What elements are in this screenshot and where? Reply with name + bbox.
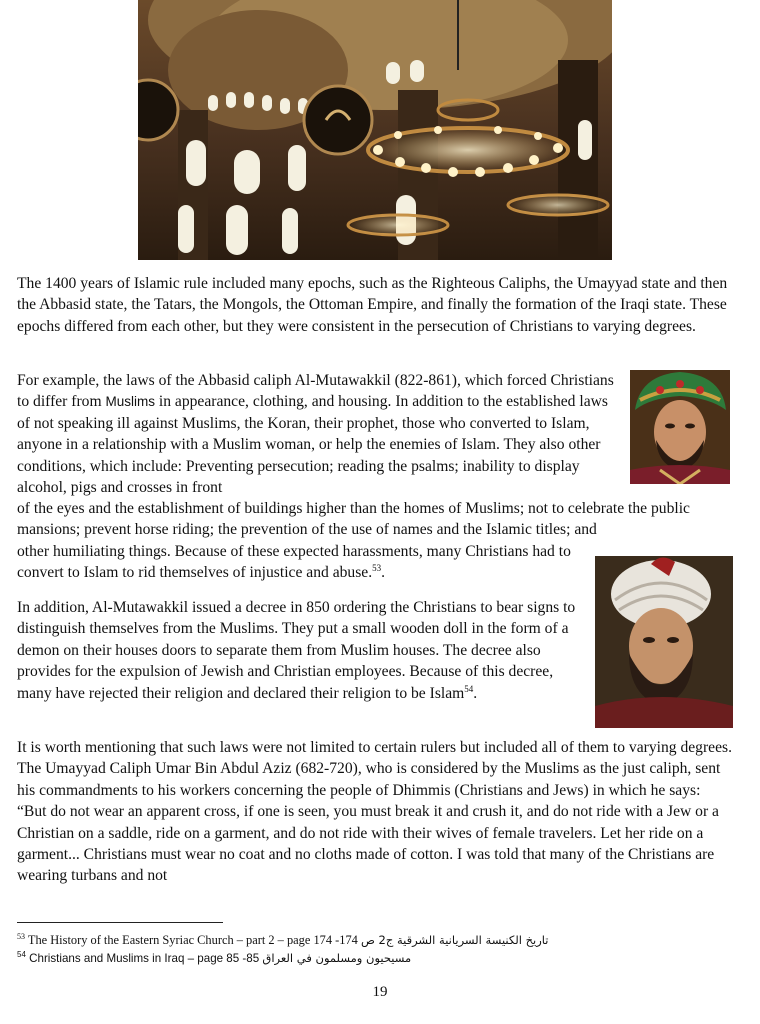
paragraph-abbasid-laws-text-1: For example, the laws of the Abbasid caliph Al-Mutawakkil (822-861), which forced Christians to differ from: [17, 372, 614, 411]
footnote-53: [17, 932, 548, 948]
footnote-53-text: The History of the Eastern Syriac Church – part 2 – page 174 -174: [25, 933, 361, 947]
paragraph-abbasid-laws-muslims-word: Muslims: [105, 394, 155, 410]
footnote-divider: [17, 922, 223, 923]
paragraph-umayyad-caliph: It is worth mentioning that such laws were not limited to certain rulers but included all of them to varying degrees. The Umayyad Caliph Umar Bin Abdul Aziz (682-720), who is considered by the Muslims as the just caliph, sent his commandments to his workers concerning the people of Dhimmis (Christians and Jews) in which he says: “But do not wear an apparent cross, if one is seen, you must break it and crush it, and do not ride with a Jew or a Christian on a saddle, ride on a garment, and do not ride with their wives of female travelers. Let her ride on a garment... Christians must wear no coat and no cloths made of cotton. I was told that many of the Christians are wearing turbans and not: [17, 739, 732, 885]
footnote-54-number: 54: [17, 950, 26, 960]
paragraph-abbasid-laws-end: [17, 541, 587, 584]
page-number: 19: [372, 984, 388, 1000]
footnote-ref-53[interactable]: 53: [372, 563, 382, 574]
caliph-portrait-turban-image: [630, 370, 730, 484]
footnote-53-number: 53: [17, 931, 25, 941]
footnote-54: [17, 950, 411, 967]
paragraph-abbasid-laws-continued: of the eyes and the establishment of buildings higher than the homes of Muslims; not to celebrate the public mansions; prevent horse riding; the prevention of the use of names and the Islamic titles; and: [17, 500, 690, 539]
footnote-54-text: Christians and Muslims in Iraq – page 85 -85: [25, 952, 263, 965]
sultan-portrait-image: [595, 556, 733, 728]
footnote-54-arabic-title: مسيحيون ومسلمون في العراق: [262, 951, 412, 965]
paragraph-abbasid-laws-end-text: other humiliating things. Because of these expected harassments, many Christians had to convert to Islam to rid themselves of injustice and abuse.: [17, 543, 571, 582]
paragraph-period: .: [381, 564, 386, 582]
paragraph-decree-850: [17, 597, 587, 704]
footnote-53-arabic-title: تاريخ الكنيسة السريانية الشرقية ج2 ص: [360, 933, 549, 947]
paragraph-decree-850-text: In addition, Al-Mutawakkil issued a decree in 850 ordering the Christians to bear signs to distinguish themselves from the Muslims. They put a small wooden doll in the form of a demon on their houses doors to separate them from Muslim houses. The decree also provides for the expulsion of Jewish and Christian employees. Because of this decree, many have rejected their religion and declared their religion to be Islam: [17, 599, 576, 702]
footnote-ref-54[interactable]: 54: [464, 683, 474, 694]
paragraph-abbasid-laws-text-2: in appearance, clothing, and housing. In addition to the established laws of not speaking ill against Muslims, the Koran, their prophet, those who converted to Islam, anyone in a relationship with a Muslim woman, or help the enemies of Islam. They also other conditions, which include: Preventing persecution; reading the psalms; inability to display alcohol, pigs and crosses in front: [17, 393, 608, 497]
hagia-sophia-interior-photo: [138, 0, 612, 260]
paragraph-period: .: [473, 684, 478, 702]
paragraph-abbasid-laws: [17, 370, 617, 498]
paragraph-epochs: The 1400 years of Islamic rule included many epochs, such as the Righteous Caliphs, the Umayyad state and then the Abbasid state, the Tatars, the Mongols, the Ottoman Empire, and finally the formation of the Iraqi state. These epochs differed from each other, but they were consistent in the persecution of Christians to varying degrees.: [17, 275, 728, 335]
